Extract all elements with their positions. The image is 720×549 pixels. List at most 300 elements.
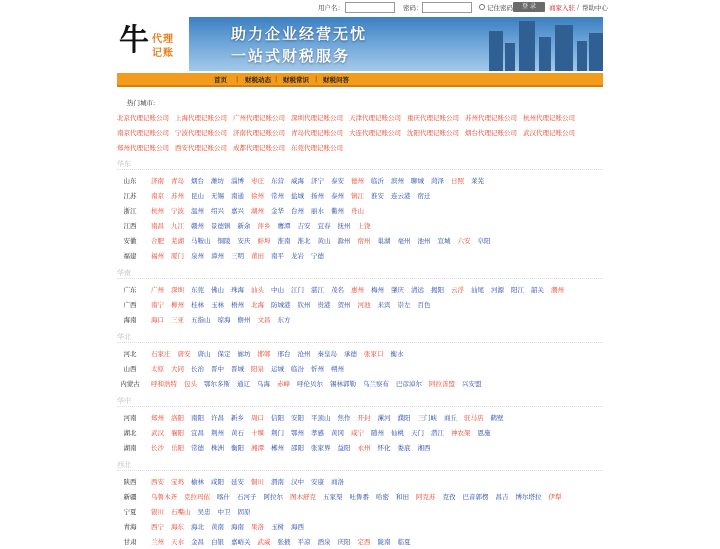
city-link[interactable]: 嘉兴 — [231, 207, 244, 215]
city-link[interactable]: 常德 — [191, 444, 204, 452]
city-link[interactable]: 榆林 — [191, 478, 204, 486]
city-link[interactable]: 潍坊 — [211, 177, 224, 185]
city-link[interactable]: 沧州 — [297, 350, 311, 358]
city-link[interactable]: 黄冈 — [331, 429, 344, 437]
city-link[interactable]: 承德 — [344, 350, 357, 358]
username-label: 用户名： — [318, 4, 344, 12]
city-link[interactable]: 三门峡 — [417, 414, 437, 422]
city-link[interactable]: 鹤壁 — [490, 414, 504, 422]
logo-line1: 代理 — [152, 34, 174, 45]
city-link[interactable]: 云浮 — [451, 286, 464, 294]
city-link[interactable]: 龙岩 — [291, 252, 304, 260]
city-link[interactable]: 果洛 — [251, 523, 264, 531]
city-link[interactable]: 枣庄 — [251, 177, 264, 185]
city-link[interactable]: 开封 — [357, 414, 371, 422]
city-link[interactable]: 中山 — [271, 286, 284, 294]
city-link[interactable]: 淮北 — [297, 237, 311, 245]
city-link[interactable]: 德州 — [351, 177, 364, 185]
province-row — [117, 249, 603, 263]
city-link[interactable]: 宣城 — [437, 237, 451, 245]
city-link[interactable]: 邯郸 — [257, 350, 271, 358]
city-link[interactable]: 日照 — [451, 177, 464, 185]
city-link[interactable]: 池州 — [417, 237, 431, 245]
city-link[interactable]: 娄底 — [397, 444, 411, 452]
city-link[interactable]: 桂林 — [191, 301, 204, 309]
province-name: 福建 — [123, 252, 137, 260]
city-link[interactable]: 平凉 — [297, 538, 311, 546]
city-link[interactable]: 通辽 — [237, 380, 250, 388]
city-link[interactable]: 金昌 — [191, 538, 204, 546]
hot-city-link[interactable]: 重庆代理记账公司 — [407, 114, 459, 122]
city-link[interactable]: 中卫 — [217, 508, 231, 516]
city-link[interactable]: 佛山 — [211, 286, 224, 294]
city-link[interactable]: 黄石 — [231, 429, 244, 437]
city-link[interactable]: 常州 — [271, 192, 284, 200]
city-link[interactable]: 孝感 — [311, 429, 324, 437]
city-link[interactable]: 怀化 — [377, 444, 391, 452]
city-link[interactable]: 武威 — [257, 538, 271, 546]
city-link[interactable]: 赤峰 — [277, 380, 290, 388]
city-link[interactable]: 韶关 — [531, 286, 544, 294]
city-link[interactable]: 铜陵 — [217, 237, 231, 245]
city-link[interactable]: 蚌埠 — [257, 237, 271, 245]
city-link[interactable]: 阜阳 — [477, 237, 491, 245]
hot-city-link[interactable]: 武汉代理记账公司 — [523, 129, 575, 137]
city-link[interactable]: 海北 — [191, 523, 204, 531]
city-link[interactable]: 廊坊 — [237, 350, 251, 358]
hot-city-link[interactable]: 杭州代理记账公司 — [523, 114, 575, 122]
city-link[interactable]: 六安 — [457, 237, 471, 245]
logo-line2: 记账 — [152, 48, 174, 59]
city-link[interactable]: 滁州 — [337, 237, 351, 245]
city-link[interactable]: 咸宁 — [351, 429, 364, 437]
city-link[interactable]: 渭南 — [271, 478, 284, 486]
city-link[interactable]: 厦门 — [171, 252, 184, 260]
city-link[interactable]: 东莞 — [191, 286, 204, 294]
city-link[interactable]: 临沂 — [371, 177, 384, 185]
province-row — [117, 234, 603, 248]
hot-city-link[interactable]: 苏州代理记账公司 — [465, 114, 517, 122]
city-link[interactable]: 百色 — [417, 301, 431, 309]
city-link[interactable]: 广州 — [151, 286, 164, 294]
city-link[interactable]: 晋中 — [211, 365, 224, 373]
city-link[interactable]: 郴州 — [271, 444, 284, 452]
hot-city-link[interactable]: 天津代理记账公司 — [349, 114, 401, 122]
city-link[interactable]: 博尔塔拉 — [515, 493, 542, 501]
city-link[interactable]: 吉安 — [297, 222, 311, 230]
city-link[interactable]: 益阳 — [337, 444, 351, 452]
city-link[interactable]: 宜春 — [317, 222, 331, 230]
city-link[interactable]: 株洲 — [211, 444, 224, 452]
city-link[interactable]: 宁波 — [171, 207, 184, 215]
nav-home[interactable]: 首页 — [214, 76, 227, 84]
city-link[interactable]: 呼和浩特 — [151, 380, 177, 388]
city-link[interactable]: 呼伦贝尔 — [297, 380, 323, 388]
city-link[interactable]: 天门 — [411, 429, 424, 437]
city-link[interactable]: 随州 — [371, 429, 384, 437]
city-link[interactable]: 阿拉善盟 — [429, 380, 455, 388]
city-link[interactable]: 郑州 — [151, 414, 164, 422]
city-link[interactable]: 新余 — [237, 222, 251, 230]
city-link[interactable]: 滨州 — [391, 177, 404, 185]
city-link[interactable]: 濮阳 — [397, 414, 411, 422]
city-link[interactable]: 运城 — [271, 365, 284, 373]
hot-city-link[interactable]: 东莞代理记账公司 — [291, 144, 343, 152]
city-link[interactable]: 苏州 — [171, 192, 184, 200]
city-link[interactable]: 太原 — [151, 365, 164, 373]
hot-cities-title: 热门城市: — [127, 99, 156, 107]
city-link[interactable]: 河池 — [357, 301, 371, 309]
city-links — [151, 221, 378, 230]
city-links — [151, 176, 491, 185]
city-link[interactable]: 梅州 — [371, 286, 384, 294]
city-link[interactable]: 贵港 — [317, 301, 331, 309]
city-link[interactable]: 珠海 — [231, 286, 244, 294]
city-link[interactable]: 三亚 — [171, 316, 184, 324]
city-link[interactable]: 伊犁 — [548, 493, 562, 501]
hot-city-link[interactable]: 烟台代理记账公司 — [465, 129, 517, 137]
city-link[interactable]: 南阳 — [191, 414, 204, 422]
city-link[interactable]: 菏泽 — [431, 177, 444, 185]
city-link[interactable]: 连云港 — [391, 192, 411, 200]
city-link[interactable]: 盐城 — [291, 192, 304, 200]
city-link[interactable]: 新乡 — [231, 414, 244, 422]
city-link[interactable]: 庆阳 — [337, 538, 351, 546]
city-link[interactable]: 兰州 — [151, 538, 164, 546]
nav-knowledge[interactable]: 财税常识 — [283, 76, 309, 84]
city-link[interactable]: 克拉玛依 — [184, 493, 210, 501]
city-link[interactable]: 亳州 — [397, 237, 411, 245]
city-link[interactable]: 梧州 — [231, 301, 244, 309]
city-link[interactable]: 唐山 — [197, 350, 211, 358]
city-link[interactable]: 锡林郭勒 — [330, 380, 356, 388]
city-link[interactable]: 上饶 — [357, 222, 371, 230]
city-link[interactable]: 扬州 — [311, 192, 324, 200]
city-link[interactable]: 无锡 — [211, 192, 224, 200]
hot-city-link[interactable]: 南京代理记账公司 — [117, 129, 169, 137]
city-link[interactable]: 汉中 — [291, 478, 304, 486]
city-link[interactable]: 三明 — [231, 252, 244, 260]
city-link[interactable]: 昆山 — [191, 192, 204, 200]
city-link[interactable]: 萍乡 — [257, 222, 271, 230]
city-link[interactable]: 东方 — [277, 316, 291, 324]
username-input[interactable] — [345, 2, 395, 13]
city-link[interactable]: 湖州 — [251, 207, 264, 215]
city-link[interactable]: 杭州 — [151, 207, 164, 215]
city-link[interactable]: 钦州 — [297, 301, 311, 309]
city-link[interactable]: 长治 — [191, 365, 204, 373]
city-link[interactable]: 南通 — [231, 192, 244, 200]
city-link[interactable]: 延安 — [231, 478, 244, 486]
city-link[interactable]: 来宾 — [377, 301, 391, 309]
city-link[interactable]: 宝鸡 — [171, 478, 184, 486]
city-link[interactable]: 邵阳 — [291, 444, 304, 452]
city-link[interactable]: 固原 — [237, 508, 251, 516]
city-link[interactable]: 安庆 — [237, 237, 251, 245]
city-link[interactable]: 文昌 — [257, 316, 271, 324]
city-link[interactable]: 铜川 — [251, 478, 264, 486]
city-link[interactable]: 天水 — [171, 538, 184, 546]
city-link[interactable]: 临夏 — [397, 538, 411, 546]
city-link[interactable]: 潜江 — [431, 429, 444, 437]
city-link[interactable]: 乌海 — [257, 380, 270, 388]
city-link[interactable]: 长沙 — [151, 444, 164, 452]
city-link[interactable]: 石嘴山 — [171, 508, 191, 516]
city-link[interactable]: 仙桃 — [391, 429, 404, 437]
city-link[interactable]: 保定 — [217, 350, 231, 358]
city-link[interactable]: 阿克苏 — [416, 493, 436, 501]
city-link[interactable]: 张家口 — [364, 350, 384, 358]
hot-city-link[interactable]: 大连代理记账公司 — [349, 129, 401, 137]
hot-city-link[interactable]: 宁波代理记账公司 — [175, 129, 227, 137]
city-link[interactable]: 深圳 — [171, 286, 184, 294]
hot-city-link[interactable]: 广州代理记账公司 — [233, 114, 285, 122]
city-link[interactable]: 驻马店 — [464, 414, 484, 422]
city-link[interactable]: 清远 — [411, 286, 424, 294]
city-link[interactable]: 潮州 — [551, 286, 564, 294]
city-link[interactable]: 贺州 — [337, 301, 351, 309]
hot-city-link[interactable]: 济南代理记账公司 — [233, 129, 285, 137]
city-links — [151, 315, 298, 324]
city-link[interactable]: 宁德 — [311, 252, 324, 260]
city-link[interactable]: 兴安盟 — [462, 380, 482, 388]
city-link[interactable]: 宿州 — [357, 237, 371, 245]
city-link[interactable]: 十堰 — [251, 429, 264, 437]
city-link[interactable]: 崇左 — [397, 301, 411, 309]
city-link[interactable]: 嘉峪关 — [231, 538, 251, 546]
city-link[interactable]: 阳泉 — [251, 365, 264, 373]
city-link[interactable]: 泉州 — [191, 252, 204, 260]
city-link[interactable]: 哈密 — [376, 493, 389, 501]
help-link[interactable]: 帮助中心 — [582, 4, 608, 12]
city-link[interactable]: 安阳 — [291, 414, 304, 422]
city-link[interactable]: 酒泉 — [317, 538, 331, 546]
city-link[interactable]: 淮安 — [371, 192, 384, 200]
hot-city-link[interactable]: 郑州代理记账公司 — [117, 144, 169, 152]
city-link[interactable]: 唐安 — [177, 350, 191, 358]
city-link[interactable]: 琼海 — [217, 316, 231, 324]
city-link[interactable]: 揭阳 — [431, 286, 444, 294]
city-link[interactable]: 商丘 — [444, 414, 457, 422]
hot-city-link[interactable]: 上海代理记账公司 — [175, 114, 227, 122]
city-link[interactable]: 湘西 — [417, 444, 431, 452]
city-link[interactable]: 马鞍山 — [191, 237, 211, 245]
city-link[interactable]: 北海 — [251, 301, 264, 309]
city-link[interactable]: 图木舒克 — [290, 493, 316, 501]
city-link[interactable]: 漯河 — [377, 414, 391, 422]
city-link[interactable]: 襄阳 — [171, 429, 184, 437]
site-logo[interactable] — [117, 22, 187, 68]
city-link[interactable]: 许昌 — [211, 414, 224, 422]
city-link[interactable]: 湘潭 — [251, 444, 264, 452]
city-link[interactable]: 阿拉尔 — [263, 493, 283, 501]
city-link[interactable]: 定西 — [357, 538, 371, 546]
remember-checkbox[interactable] — [479, 4, 485, 10]
banner-line1: 助力企业经营无忧 — [231, 25, 368, 43]
city-link[interactable]: 泰安 — [331, 177, 344, 185]
hot-city-link[interactable]: 北京代理记账公司 — [117, 114, 169, 122]
city-link[interactable]: 舟山 — [351, 207, 364, 215]
city-link[interactable]: 汕尾 — [471, 286, 484, 294]
city-link[interactable]: 合肥 — [151, 237, 164, 245]
city-link[interactable]: 信阳 — [271, 414, 284, 422]
city-link[interactable]: 五家渠 — [323, 493, 343, 501]
city-link[interactable]: 黄山 — [317, 237, 331, 245]
city-link[interactable]: 永州 — [357, 444, 371, 452]
city-link[interactable]: 海东 — [171, 523, 184, 531]
city-link[interactable]: 商洛 — [331, 478, 344, 486]
city-link[interactable]: 海西 — [291, 523, 304, 531]
city-link[interactable]: 南宁 — [151, 301, 164, 309]
city-link[interactable]: 巴音郭楞 — [462, 493, 489, 501]
city-link[interactable]: 巢湖 — [377, 237, 391, 245]
city-link[interactable]: 湛江 — [311, 286, 324, 294]
city-link[interactable]: 九江 — [171, 222, 184, 230]
city-link[interactable]: 南平 — [271, 252, 284, 260]
city-link[interactable]: 东营 — [271, 177, 284, 185]
city-link[interactable]: 福州 — [151, 252, 164, 260]
city-link[interactable]: 朔州 — [331, 365, 344, 373]
city-link[interactable]: 黄南 — [211, 523, 224, 531]
city-link[interactable]: 茂名 — [331, 286, 344, 294]
province-row — [117, 174, 603, 188]
city-link[interactable]: 恩施 — [477, 429, 491, 437]
city-link[interactable]: 南京 — [151, 192, 164, 200]
city-link[interactable]: 海南 — [231, 523, 244, 531]
city-link[interactable]: 南昌 — [151, 222, 164, 230]
city-link[interactable]: 衢州 — [331, 207, 344, 215]
city-link[interactable]: 玉树 — [271, 523, 284, 531]
city-link[interactable]: 临汾 — [291, 365, 304, 373]
city-link[interactable]: 江门 — [291, 286, 304, 294]
province-row — [117, 426, 603, 440]
city-link[interactable]: 乌兰察布 — [363, 380, 389, 388]
city-link[interactable]: 莆田 — [251, 252, 264, 260]
city-link[interactable]: 石河子 — [237, 493, 257, 501]
city-link[interactable]: 吴忠 — [197, 508, 211, 516]
city-link[interactable]: 忻州 — [311, 365, 324, 373]
city-link[interactable]: 河源 — [491, 286, 504, 294]
city-link[interactable]: 岳阳 — [171, 444, 184, 452]
city-link[interactable]: 聊城 — [411, 177, 424, 185]
city-link[interactable]: 洛阳 — [171, 414, 184, 422]
city-link[interactable]: 芜湖 — [171, 237, 184, 245]
city-link[interactable]: 金华 — [271, 207, 284, 215]
city-link[interactable]: 张家界 — [311, 444, 331, 452]
city-link[interactable]: 吐鲁番 — [349, 493, 369, 501]
city-link[interactable]: 咸阳 — [211, 478, 224, 486]
city-link[interactable]: 威海 — [291, 177, 304, 185]
city-link[interactable]: 海口 — [151, 316, 164, 324]
city-link[interactable]: 泰州 — [331, 192, 344, 200]
hot-city-link[interactable]: 西安代理记账公司 — [175, 144, 227, 152]
city-link[interactable]: 台州 — [291, 207, 304, 215]
city-link[interactable]: 淮南 — [277, 237, 291, 245]
city-link[interactable]: 巴彦淖尔 — [396, 380, 422, 388]
city-link[interactable]: 丽水 — [311, 207, 324, 215]
join-link[interactable]: 商家入驻 — [549, 4, 575, 12]
city-link[interactable]: 喀什 — [217, 493, 230, 501]
city-link[interactable]: 淄博 — [231, 177, 244, 185]
city-link[interactable]: 镇江 — [351, 192, 364, 200]
city-link[interactable]: 秦皇岛 — [317, 350, 337, 358]
city-link[interactable]: 邢台 — [277, 350, 291, 358]
city-link[interactable]: 焦作 — [337, 414, 351, 422]
password-input[interactable] — [422, 2, 472, 13]
city-link[interactable]: 青岛 — [171, 177, 184, 185]
city-link[interactable]: 银川 — [151, 508, 164, 516]
city-link[interactable]: 鄂州 — [291, 429, 304, 437]
city-link[interactable]: 抚州 — [337, 222, 351, 230]
city-link[interactable]: 莱芜 — [471, 177, 484, 185]
city-link[interactable]: 克孜 — [442, 493, 456, 501]
city-link[interactable]: 鹰潭 — [277, 222, 291, 230]
city-link[interactable]: 安康 — [311, 478, 324, 486]
city-link[interactable]: 神农架 — [451, 429, 471, 437]
city-link[interactable]: 昌吉 — [495, 493, 509, 501]
city-link[interactable]: 陇南 — [377, 538, 391, 546]
city-link[interactable]: 衡阳 — [231, 444, 244, 452]
city-link[interactable]: 玉林 — [211, 301, 224, 309]
nav-qa[interactable]: 财税问答 — [323, 76, 349, 84]
city-link[interactable]: 阳江 — [511, 286, 524, 294]
city-link[interactable]: 赣州 — [191, 222, 204, 230]
province-row — [117, 535, 603, 549]
city-link[interactable]: 武汉 — [151, 429, 164, 437]
hot-city-link[interactable]: 深圳代理记账公司 — [291, 114, 343, 122]
city-link[interactable]: 儋州 — [237, 316, 251, 324]
city-link[interactable]: 汕头 — [251, 286, 264, 294]
hot-city-link[interactable]: 成都代理记账公司 — [233, 144, 285, 152]
city-link[interactable]: 乌鲁木齐 — [151, 493, 177, 501]
city-link[interactable]: 济宁 — [311, 177, 324, 185]
city-link[interactable]: 鄂尔多斯 — [204, 380, 230, 388]
city-link[interactable]: 大同 — [171, 365, 184, 373]
city-link[interactable]: 周口 — [251, 414, 264, 422]
city-link[interactable]: 温州 — [191, 207, 204, 215]
city-link[interactable]: 和田 — [396, 493, 409, 501]
city-link[interactable]: 济南 — [151, 177, 164, 185]
city-link[interactable]: 五指山 — [191, 316, 211, 324]
city-link[interactable]: 绍兴 — [211, 207, 224, 215]
city-link[interactable]: 西宁 — [151, 523, 164, 531]
city-link[interactable]: 柳州 — [171, 301, 184, 309]
hot-city-link[interactable]: 沈阳代理记账公司 — [407, 129, 459, 137]
city-link[interactable]: 晋城 — [231, 365, 244, 373]
hot-city-link[interactable]: 青岛代理记账公司 — [291, 129, 343, 137]
city-link[interactable]: 宜昌 — [191, 429, 204, 437]
city-link[interactable]: 肇庆 — [391, 286, 404, 294]
nav-news[interactable]: 财税动态 — [245, 76, 271, 84]
city-link[interactable]: 包头 — [184, 380, 197, 388]
city-link[interactable]: 西安 — [151, 478, 164, 486]
city-link[interactable]: 平顶山 — [311, 414, 331, 422]
city-link[interactable]: 荆州 — [211, 429, 224, 437]
city-link[interactable]: 石家庄 — [151, 350, 171, 358]
city-link[interactable]: 漳州 — [211, 252, 224, 260]
city-link[interactable]: 荆门 — [271, 429, 284, 437]
city-link[interactable]: 宿迁 — [417, 192, 431, 200]
city-link[interactable]: 衡水 — [390, 350, 404, 358]
city-link[interactable]: 烟台 — [191, 177, 204, 185]
city-link[interactable]: 惠州 — [351, 286, 364, 294]
login-button[interactable]: 登 录 — [513, 2, 545, 12]
city-link[interactable]: 徐州 — [251, 192, 264, 200]
city-link[interactable]: 防城港 — [271, 301, 291, 309]
city-link[interactable]: 张掖 — [277, 538, 291, 546]
city-link[interactable]: 景德镇 — [211, 222, 231, 230]
city-link[interactable]: 白银 — [211, 538, 224, 546]
